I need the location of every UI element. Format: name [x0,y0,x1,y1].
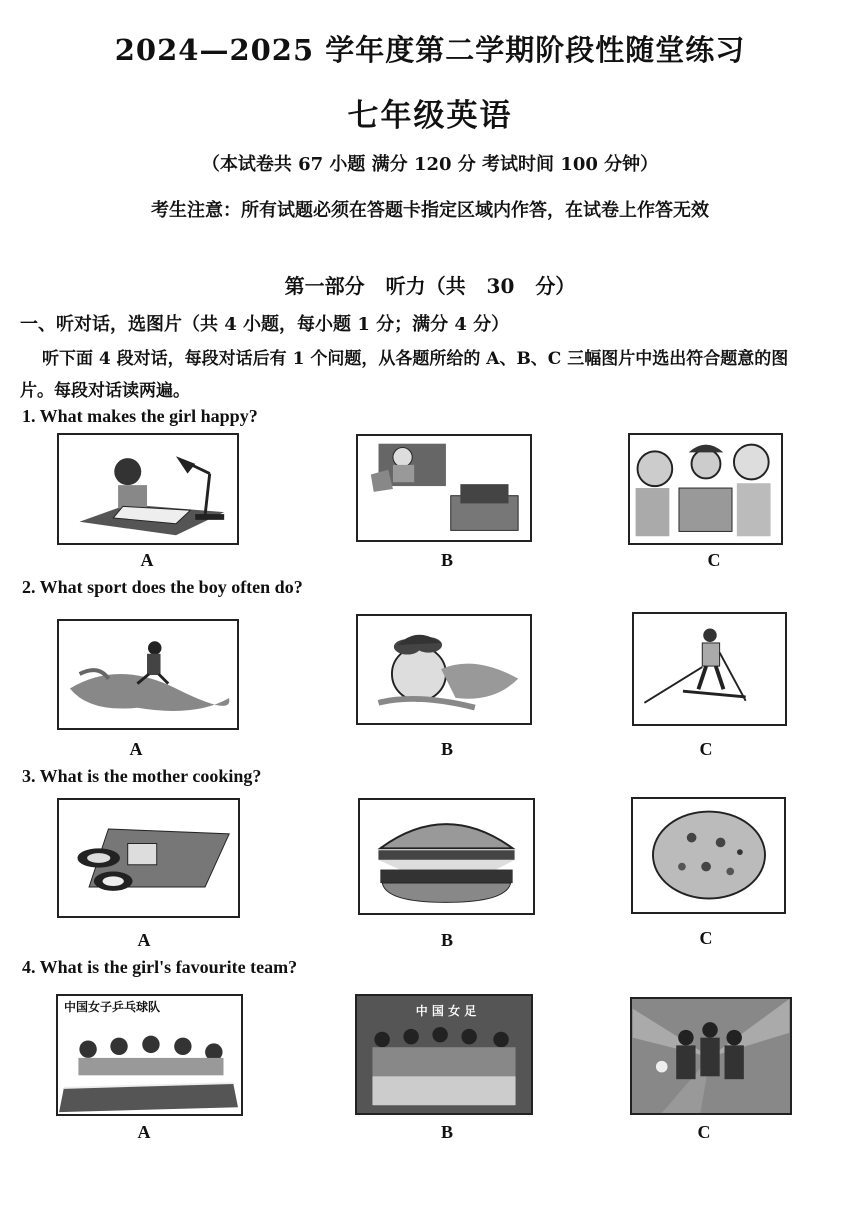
q2-option-a-label: A [129,739,143,759]
section-heading: 一、听对话，选图片（共 4 小题，每小题 1 分；满分 4 分） [20,314,510,335]
q3-option-a-image [57,798,240,918]
q1-option-c-image [628,433,783,545]
girl-gaming-image [358,436,530,540]
q1-option-b-image [356,434,532,542]
q1-option-c-label: C [707,550,721,570]
part-heading: 第一部分 听力（共 30 分） [284,274,576,298]
q1-option-b-label: B [440,550,453,570]
q4-option-b-image [355,994,533,1115]
q2-option-b-label: B [440,739,453,759]
q1-option-a-label: A [140,550,154,570]
q2-option-c-label: C [699,739,713,759]
q3-option-b-image [358,798,535,915]
volleyball-team-image [632,999,790,1113]
sushi-image [59,800,238,916]
q4-option-a-label: A [137,1122,151,1142]
surfing-image [59,621,237,728]
q3-option-c-image [631,797,786,914]
q1-option-a-image [57,433,239,545]
hamburger-image [360,800,533,913]
question-3: 3. What is the mother cooking? [22,766,262,786]
question-2: 2. What sport does the boy often do? [22,577,303,597]
q2-option-b-image [356,614,532,725]
q4-option-c-image [630,997,792,1115]
q4-option-a-image [56,994,243,1116]
swimming-image [358,616,530,723]
q3-option-a-label: A [137,930,151,950]
q2-option-a-image [57,619,239,730]
family-photo-image [630,435,781,543]
q4a-caption: 中国女子乒乓球队 [64,1000,161,1014]
q3-option-b-label: B [440,930,453,950]
question-4: 4. What is the girl's favourite team? [22,957,298,977]
q4b-banner: 中 国 女 足 [415,1004,477,1018]
candidate-notice: 考生注意：所有试题必须在答题卡指定区域内作答，在试卷上作答无效 [151,200,709,221]
q3-option-c-label: C [699,928,713,948]
girl-studying-image [59,435,237,543]
subject-title: 七年级英语 [347,98,513,134]
skiing-image [634,614,785,724]
section-instructions: 听下面 4 段对话，每段对话后有 1 个问题，从各题所给的 A、B、C 三幅图片中选出符合题意的图片。每段对话读两遍。 [20,349,789,401]
page-title: 2024—2025 学年度第二学期阶段性随堂练习 [114,33,746,67]
q4-option-b-label: B [440,1122,453,1142]
q2-option-c-image [632,612,787,726]
pizza-image [633,799,784,912]
exam-info: （本试卷共 67 小题 满分 120 分 考试时间 100 分钟） [201,154,659,175]
q4-option-c-label: C [697,1122,711,1142]
question-1: 1. What makes the girl happy? [22,406,258,426]
